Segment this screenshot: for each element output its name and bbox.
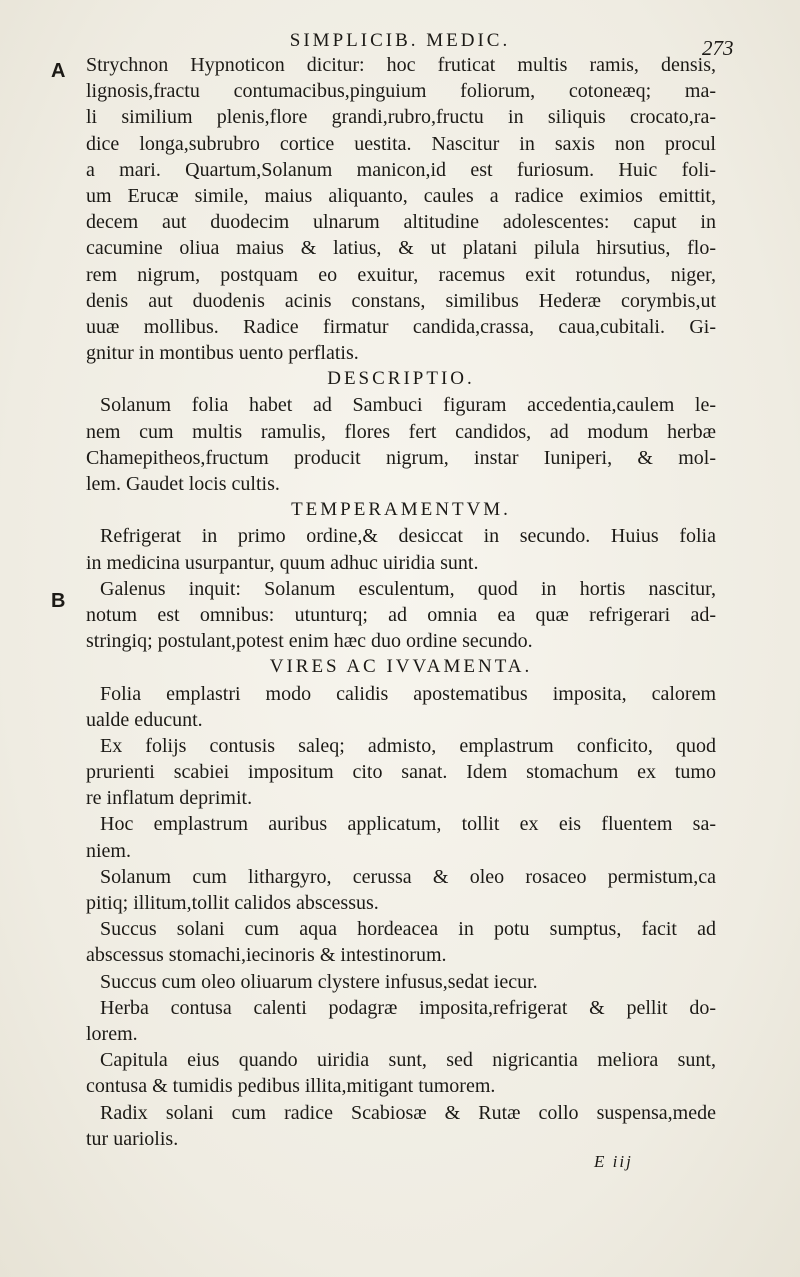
text-line: stringiq; postulant,potest enim hæc duo ordine secundo.	[86, 630, 533, 653]
running-title: SIMPLICIB. MEDIC.	[289, 30, 511, 51]
text-line: Refrigerat in primo ordine,& desiccat in secundo. Huius folia	[100, 525, 716, 548]
main-text-block	[86, 52, 716, 1152]
text-line: lem. Gaudet locis cultis.	[86, 473, 280, 495]
text-line: Solanum cum lithargyro, cerussa & oleo rosaceo permistum,ca	[100, 865, 716, 888]
text-line: um Erucæ simile, maius aliquanto, caules a radice eximios emittit,	[86, 184, 716, 207]
text-line: pitiq; illitum,tollit calidos abscessus.	[86, 892, 379, 914]
signature-mark: E iij	[594, 1152, 633, 1171]
section-heading: VIRES AC IVVAMENTA.	[269, 656, 533, 678]
text-line: Solanum folia habet ad Sambuci figuram accedentia,caulem le-	[100, 394, 716, 417]
text-line: ualde educunt.	[86, 708, 203, 731]
text-line: Ex folijs contusis saleq; admisto, emplastrum conficito, quod	[100, 734, 716, 757]
text-line: decem aut duodecim ulnarum altitudine adolescentes: caput in	[86, 211, 716, 234]
text-line: abscessus stomachi,iecinoris & intestinorum.	[86, 944, 447, 967]
text-line: gnitur in montibus uento perflatis.	[86, 342, 359, 365]
page-number: 273	[702, 36, 734, 60]
text-line: Strychnon Hypnoticon dicitur: hoc fruticat multis ramis, densis,	[86, 54, 716, 76]
section-heading: TEMPERAMENTVM.	[291, 499, 511, 521]
text-line: Chamepitheos,fructum producit nigrum, instar Iuniperi, & mol-	[86, 446, 716, 469]
text-line: Succus solani cum aqua hordeacea in potu sumptus, facit ad	[100, 918, 716, 941]
text-line: li similium plenis,flore grandi,rubro,fructu in siliquis crocato,ra-	[86, 106, 716, 129]
text-line: lorem.	[86, 1022, 138, 1045]
text-line: tur uariolis.	[86, 1127, 179, 1150]
text-line: nem cum multis ramulis, flores fert candidos, ad modum herbæ	[86, 420, 716, 443]
text-line: re inflatum deprimit.	[86, 787, 253, 810]
text-line: Hoc emplastrum auribus applicatum, tollit ex eis fluentem sa-	[100, 813, 716, 836]
text-line: Folia emplastri modo calidis apostematibus imposita, calorem	[100, 682, 716, 705]
margin-letter-b: B	[51, 590, 66, 612]
text-line: cacumine oliua maius & latius, & ut platani pilula hirsutius, flo-	[86, 237, 716, 260]
text-line: Capitula eius quando uiridia sunt, sed nigricantia meliora sunt,	[100, 1049, 716, 1072]
text-line: rem nigrum, postquam eo exuitur, racemus exit rotundus, niger,	[86, 263, 716, 286]
text-line: lignosis,fractu contumacibus,pinguium foliorum, cotoneæq; ma-	[86, 80, 716, 103]
text-line: prurienti scabiei impositum cito sanat. Idem stomachum ex tumo	[86, 761, 716, 784]
text-line: in medicina usurpantur, quum adhuc uiridia sunt.	[86, 551, 479, 574]
text-line: contusa & tumidis pedibus illita,mitigant tumorem.	[86, 1075, 496, 1098]
text-line: notum est omnibus: utunturq; ad omnia ea quæ refrigerari ad-	[86, 603, 716, 626]
text-line: dice longa,subrubro cortice uestita. Nascitur in saxis non procul	[86, 132, 716, 155]
text-line: Galenus inquit: Solanum esculentum, quod in hortis nascitur,	[100, 577, 716, 600]
text-line: denis aut duodenis acinis constans, similibus Hederæ corymbis,ut	[86, 289, 716, 312]
text-line: Succus cum oleo oliuarum clystere infusus,sedat iecur.	[100, 970, 538, 993]
section-heading: DESCRIPTIO.	[327, 368, 475, 390]
text-line: Herba contusa calenti podagræ imposita,refrigerat & pellit do-	[100, 996, 716, 1019]
text-line: niem.	[86, 839, 131, 862]
text-line: a mari. Quartum,Solanum manicon,id est furiosum. Huic foli-	[86, 158, 716, 181]
text-line: Radix solani cum radice Scabiosæ & Rutæ collo suspensa,mede	[100, 1101, 716, 1124]
margin-letter-a: A	[51, 60, 66, 82]
text-line: uuæ mollibus. Radice firmatur candida,crassa, caua,cubitali. Gi-	[86, 315, 716, 338]
